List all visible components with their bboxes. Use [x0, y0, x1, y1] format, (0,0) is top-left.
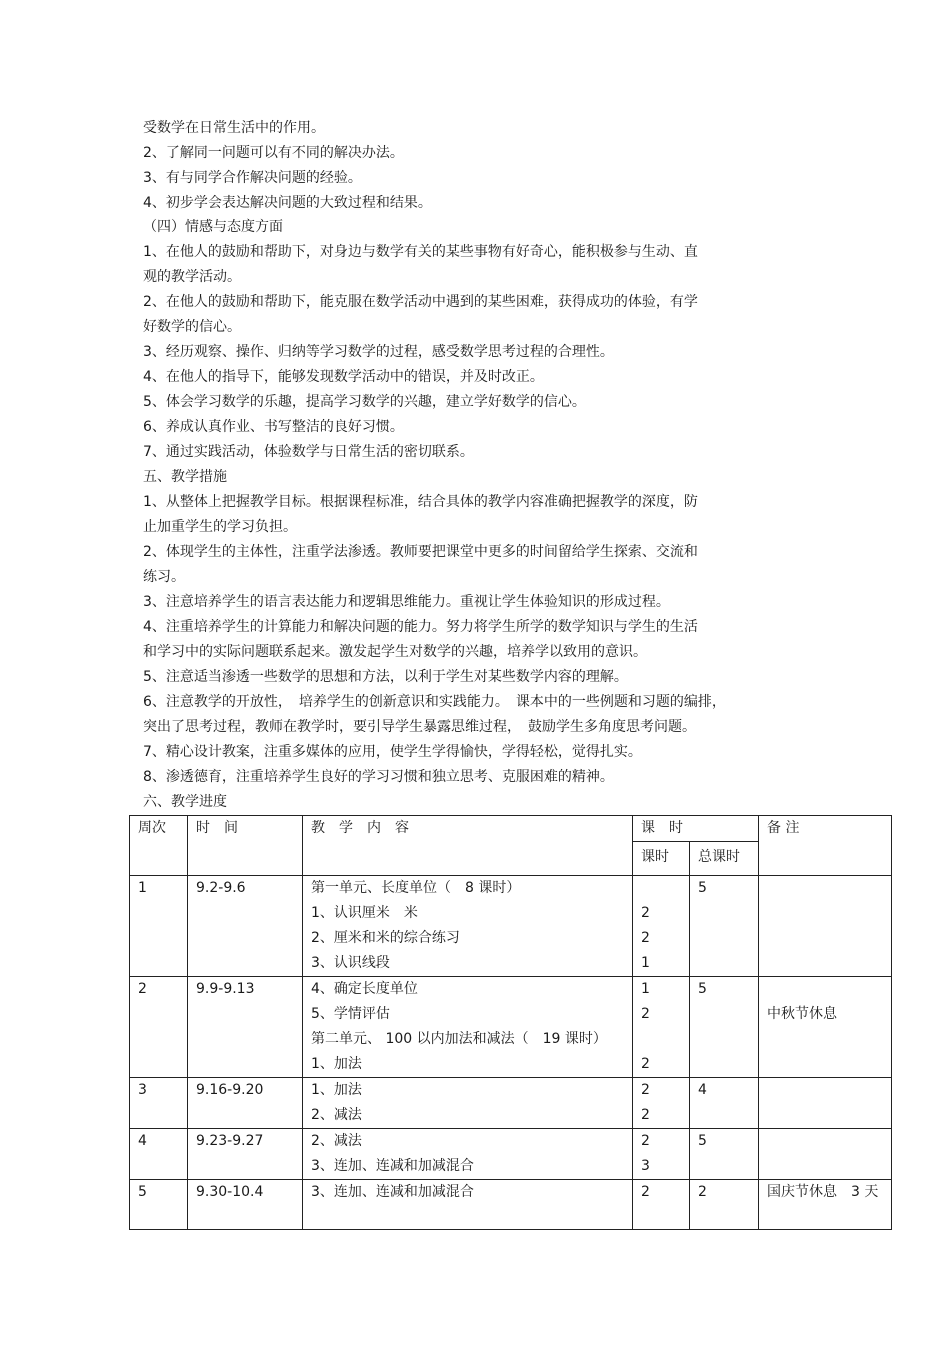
lesson-hours: 2: [641, 1056, 650, 1072]
section-heading: 五、教学措施: [143, 469, 227, 485]
row-lesson-hours: [633, 876, 690, 977]
row-content: [303, 1180, 633, 1230]
row-time: 9.9-9.13: [188, 977, 303, 1078]
content-line: 1、认识厘米 米: [311, 905, 418, 921]
text-line: 受数学在日常生活中的作用。: [143, 120, 325, 136]
text-line: 2、在他人的鼓励和帮助下，能克服在数学活动中遇到的某些困难，获得成功的体验，有学: [143, 294, 698, 310]
header-hours: 课 时: [633, 816, 759, 842]
text-line: 观的教学活动。: [143, 269, 241, 285]
row-time: 9.16-9.20: [188, 1078, 303, 1129]
row-content: [303, 1129, 633, 1180]
text-line: 4、在他人的指导下，能够发现数学活动中的错误，并及时改正。: [143, 369, 544, 385]
row-lesson-hours: [633, 1129, 690, 1180]
text-line: 4、注重培养学生的计算能力和解决问题的能力。努力将学生所学的数学知识与学生的生活: [143, 619, 698, 635]
row-lesson-hours: [633, 1078, 690, 1129]
row-note: [759, 1078, 892, 1129]
row-week: 3: [130, 1078, 188, 1129]
table-header-row: [130, 816, 892, 842]
text-line: 5、注意适当渗透一些数学的思想和方法，以利于学生对某些数学内容的理解。: [143, 669, 628, 685]
lesson-hours: 2: [641, 1006, 650, 1022]
lesson-hours: 2: [641, 930, 650, 946]
row-note: [759, 1129, 892, 1180]
content-line: 4、确定长度单位: [311, 981, 418, 997]
table-row: [130, 977, 892, 1078]
header-week: 周次: [130, 816, 188, 876]
text-line: 5、体会学习数学的乐趣，提高学习数学的兴趣，建立学好数学的信心。: [143, 394, 586, 410]
row-time: 9.23-9.27: [188, 1129, 303, 1180]
row-week: 1: [130, 876, 188, 977]
row-time: 9.30-10.4: [188, 1180, 303, 1230]
content-line: 5、学情评估: [311, 1006, 390, 1022]
text-line: 好数学的信心。: [143, 319, 241, 335]
header-time: 时 间: [188, 816, 303, 876]
row-content: [303, 876, 633, 977]
text-line: 7、通过实践活动，体验数学与日常生活的密切联系。: [143, 444, 474, 460]
text-line: 2、了解同一问题可以有不同的解决办法。: [143, 145, 404, 161]
lesson-hours: 2: [641, 1107, 650, 1123]
header-content: 教 学 内 容: [303, 816, 633, 876]
lesson-hours: 2: [641, 1082, 650, 1098]
content-line: 3、认识线段: [311, 955, 390, 971]
lesson-hours: 3: [641, 1158, 650, 1174]
row-time: 9.2-9.6: [188, 876, 303, 977]
text-line: 3、注意培养学生的语言表达能力和逻辑思维能力。重视让学生体验知识的形成过程。: [143, 594, 670, 610]
row-note: [759, 876, 892, 977]
table-row: [130, 1078, 892, 1129]
text-line: 和学习中的实际问题联系起来。激发起学生对数学的兴趣，培养学以致用的意识。: [143, 644, 647, 660]
content-line: 3、连加、连减和加减混合: [311, 1184, 474, 1200]
text-line: 1、从整体上把握教学目标。根据课程标准，结合具体的教学内容准确把握教学的深度，防: [143, 494, 698, 510]
row-total-hours: 5: [690, 977, 759, 1078]
section-heading: 六、教学进度: [143, 794, 227, 810]
text-line: 3、有与同学合作解决问题的经验。: [143, 170, 362, 186]
text-line: 2、体现学生的主体性，注重学法渗透。教师要把课堂中更多的时间留给学生探索、交流和: [143, 544, 698, 560]
lesson-hours: 1: [641, 981, 650, 997]
row-week: 2: [130, 977, 188, 1078]
row-note: 国庆节休息 3 天: [759, 1180, 892, 1230]
lesson-hours: 1: [641, 955, 650, 971]
row-content: [303, 1078, 633, 1129]
lesson-hours: 2: [641, 1133, 650, 1149]
lesson-hours: [641, 1027, 689, 1052]
text-line: 1、在他人的鼓励和帮助下，对身边与数学有关的某些事物有好奇心，能积极参与生动、直: [143, 244, 698, 260]
row-content: [303, 977, 633, 1078]
row-total-hours: 4: [690, 1078, 759, 1129]
row-lesson-hours: [633, 1180, 690, 1230]
row-total-hours: 5: [690, 876, 759, 977]
schedule-table: [129, 815, 892, 1230]
content-line: 2、减法: [311, 1133, 362, 1149]
row-lesson-hours: [633, 977, 690, 1078]
text-line: 6、养成认真作业、书写整洁的良好习惯。: [143, 419, 404, 435]
lesson-hours: 2: [641, 905, 650, 921]
table-row: [130, 876, 892, 977]
text-line: 练习。: [143, 569, 185, 585]
text-line: 7、精心设计教案，注重多媒体的应用，使学生学得愉快，学得轻松，觉得扎实。: [143, 744, 642, 760]
content-line: 1、加法: [311, 1082, 362, 1098]
table-row: [130, 1129, 892, 1180]
row-total-hours: 5: [690, 1129, 759, 1180]
header-hours-total: 总课时: [690, 842, 759, 876]
text-line: 6、注意教学的开放性， 培养学生的创新意识和实践能力。 课本中的一些例题和习题的编排，: [143, 694, 726, 710]
lesson-hours: 2: [641, 1184, 650, 1200]
lesson-hours: [641, 876, 689, 901]
text-line: 4、初步学会表达解决问题的大致过程和结果。: [143, 195, 432, 211]
text-line: 突出了思考过程，教师在教学时，要引导学生暴露思维过程， 鼓励学生多角度思考问题。: [143, 719, 696, 735]
header-notes: 备 注: [759, 816, 892, 876]
content-line: 第二单元、 100 以内加法和减法（ 19 课时）: [311, 1031, 607, 1047]
text-line: 3、经历观察、操作、归纳等学习数学的过程，感受数学思考过程的合理性。: [143, 344, 614, 360]
content-line: 3、连加、连减和加减混合: [311, 1158, 474, 1174]
content-line: 2、减法: [311, 1107, 362, 1123]
text-line: 8、渗透德育，注重培养学生良好的学习习惯和独立思考、克服困难的精神。: [143, 769, 614, 785]
row-week: 4: [130, 1129, 188, 1180]
header-hours-lesson: 课时: [633, 842, 690, 876]
row-week: 5: [130, 1180, 188, 1230]
note-spacer: [767, 977, 891, 1002]
row-note: [759, 977, 892, 1078]
content-line: 1、加法: [311, 1056, 362, 1072]
content-line: 第一单元、长度单位（ 8 课时）: [311, 880, 521, 896]
note-text: 中秋节休息: [767, 1006, 837, 1022]
row-total-hours: 2: [690, 1180, 759, 1230]
content-line: 2、厘米和米的综合练习: [311, 930, 460, 946]
table-row: [130, 1180, 892, 1230]
section-heading: （四）情感与态度方面: [143, 219, 283, 235]
text-line: 止加重学生的学习负担。: [143, 519, 297, 535]
